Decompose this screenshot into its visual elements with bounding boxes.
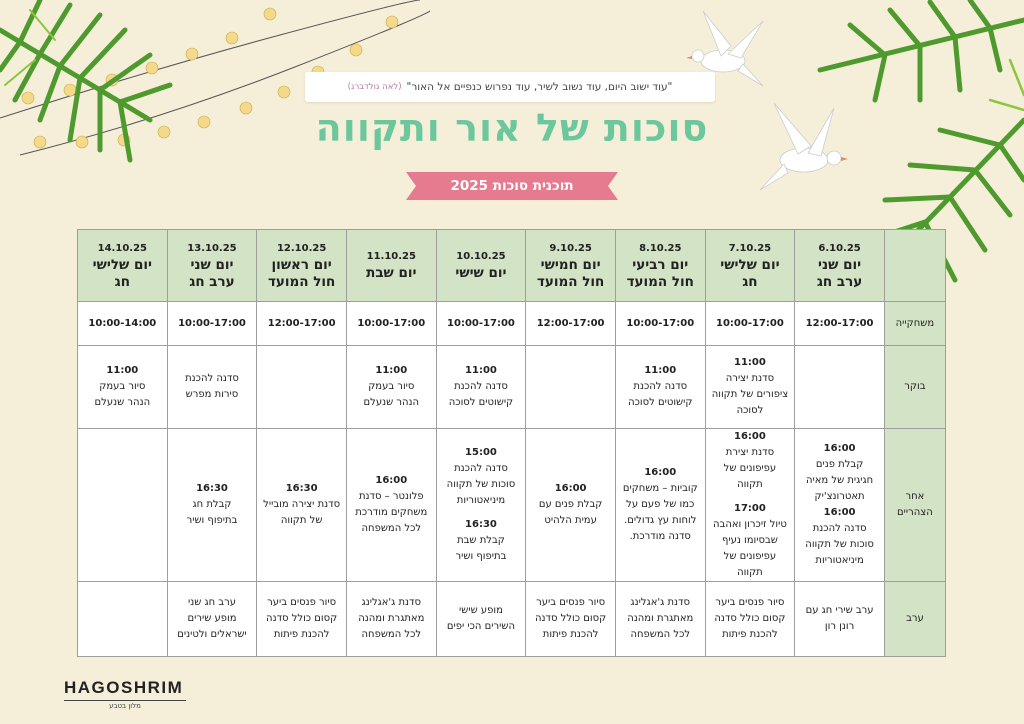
cell-line: פלונטר – סדנת: [358, 491, 424, 502]
day-sub: ערב חג: [189, 273, 235, 290]
cell-line: סירות מפרש: [185, 389, 239, 400]
day-day: יום שלישי: [92, 256, 152, 273]
cell-line: סיור בעמק: [368, 381, 415, 392]
cell-line: ערב חג שני: [187, 597, 236, 608]
cell-line: סיור פנסים ביער: [536, 597, 606, 608]
cell-line: רונן רון: [824, 621, 855, 632]
schedule-cell: [78, 582, 168, 657]
cell-line: 16:30: [465, 519, 497, 530]
day-date: 12.10.25: [276, 242, 327, 254]
day-header-7: [167, 230, 257, 302]
cell-line: 11:00: [465, 365, 497, 376]
day-header-5: [346, 230, 436, 302]
cell-line: קסום כולל סדנה: [535, 613, 607, 624]
day-day: יום חמישי: [540, 256, 601, 273]
day-date: 6.10.25: [818, 242, 861, 254]
cell-line: 10:00-17:00: [626, 317, 695, 329]
day-day: יום שישי: [455, 265, 507, 282]
cell-line: כמו של פעם על: [626, 499, 695, 510]
cell-line: בתיפוף ושיר: [455, 551, 507, 562]
day-header-0: [795, 230, 885, 302]
quote-source: (לאה גולדברג): [347, 82, 402, 92]
cell-line: סיור פנסים ביער: [267, 597, 337, 608]
cell-line: [441, 509, 522, 517]
cell-line: סדנת ג'אגלינג: [361, 597, 422, 608]
cell-line: 12:00-17:00: [805, 317, 874, 329]
schedule-cell: [615, 302, 705, 346]
schedule-cell: [526, 346, 616, 429]
cell-line: 10:00-17:00: [357, 317, 426, 329]
quote-text: "עוד ישוב היום, עוד נשוב לשיר, עוד נפרוש כנפיים אל האור": [406, 81, 673, 93]
schedule-cell: [167, 302, 257, 346]
schedule-row: [78, 429, 946, 582]
schedule-cell: [795, 302, 885, 346]
cell-line: 16:30: [196, 483, 228, 494]
schedule-cell: [526, 582, 616, 657]
cell-line: ערב שירי חג עם: [805, 605, 874, 616]
schedule-cell: [795, 582, 885, 657]
hagoshrim-logo: [64, 678, 186, 710]
cell-line: ישראלים ולטינים: [177, 629, 247, 640]
day-sub: חג: [114, 273, 130, 290]
cell-line: מיניאטוריות: [815, 555, 864, 566]
schedule-cell: [257, 582, 347, 657]
day-date: 11.10.25: [366, 251, 416, 263]
schedule-cell: [705, 346, 795, 429]
cell-line: קבלת פנים: [815, 459, 864, 470]
schedule-cell: [257, 429, 347, 582]
cell-line: של תקווה: [280, 515, 323, 526]
schedule-cell: [257, 302, 347, 346]
cell-line: קוביות – משחקים: [622, 483, 698, 494]
schedule-cell: [615, 429, 705, 582]
schedule-cell: [346, 346, 436, 429]
cell-line: סוכות של תקווה: [446, 479, 516, 490]
cell-line: 10:00-14:00: [88, 317, 157, 329]
day-date: 8.10.25: [639, 242, 682, 254]
cell-line: לכל המשפחה: [361, 629, 422, 640]
schedule-row: [78, 346, 946, 429]
cell-line: להכנת פיתות: [722, 629, 778, 640]
logo-text: HAGOSHRIM: [64, 678, 184, 697]
cell-line: 10:00-17:00: [178, 317, 246, 329]
cell-line: מופע שישי: [459, 605, 503, 616]
cell-line: סוכות של תקווה: [805, 539, 874, 550]
cell-line: להכנת פיתות: [542, 629, 599, 640]
cell-line: קישוטים לסוכה: [628, 397, 693, 408]
day-day: יום שלישי: [720, 256, 780, 273]
cell-line: לכל המשפחה: [361, 523, 422, 534]
schedule-cell: [346, 302, 436, 346]
schedule-cell: [436, 346, 526, 429]
schedule-cell: [257, 346, 347, 429]
schedule-table: [77, 229, 946, 657]
cell-line: סדנת יצירת: [725, 447, 775, 458]
day-header-6: [257, 230, 347, 302]
schedule-cell: [78, 346, 168, 429]
cell-line: קבלת חג: [192, 499, 232, 510]
quote-banner: [305, 72, 715, 102]
cell-line: 11:00: [734, 357, 766, 368]
cell-line: לכל המשפחה: [630, 629, 691, 640]
cell-line: 10:00-17:00: [447, 317, 515, 329]
schedule-cell: [795, 429, 885, 582]
day-date: 9.10.25: [549, 242, 592, 254]
cell-line: מיניאטוריות: [456, 495, 506, 506]
row-label: ערב: [884, 582, 945, 657]
schedule-header-row: [78, 230, 946, 302]
schedule-cell: [346, 582, 436, 657]
cell-line: לסוכה: [736, 405, 764, 416]
cell-line: תאטרונצ'יק: [814, 491, 865, 502]
schedule-row: [78, 302, 946, 346]
day-day: יום שבת: [366, 265, 417, 282]
logo-subtext: מלון בטבע: [64, 700, 186, 710]
schedule-cell: [436, 582, 526, 657]
cell-line: סדנה להכנת: [185, 373, 239, 384]
cell-line: קסום כולל סדנה: [714, 613, 786, 624]
cell-line: שבסיומו נעיף: [721, 535, 778, 546]
cell-line: סדנה להכנת: [812, 523, 867, 534]
schedule-cell: [705, 429, 795, 582]
schedule-row: [78, 582, 946, 657]
cell-line: 16:00: [375, 475, 408, 486]
cell-line: 15:00: [465, 447, 497, 458]
day-date: 7.10.25: [728, 242, 772, 254]
cell-line: סיור פנסים ביער: [715, 597, 785, 608]
day-sub: חול המועד: [536, 273, 605, 290]
corner-cell: [884, 230, 945, 302]
cell-line: קבלת פנים עם: [538, 499, 603, 510]
cell-line: 11:00: [644, 365, 677, 376]
cell-line: 11:00: [375, 365, 408, 376]
day-day: יום רביעי: [632, 256, 689, 273]
cell-line: עפיפונים של תקווה: [723, 463, 777, 490]
cell-line: ציפורים של תקווה: [711, 389, 789, 400]
cell-line: משחקים מודרכת: [355, 507, 428, 518]
cell-line: סדנת ג'אגלינג: [630, 597, 690, 608]
schedule-cell: [78, 429, 168, 582]
schedule-cell: [795, 346, 885, 429]
day-header-3: [526, 230, 616, 302]
day-date: 13.10.25: [187, 242, 237, 254]
page-title: סוכות של אור ותקווה: [315, 106, 709, 150]
schedule-cell: [705, 582, 795, 657]
day-sub: חג: [742, 273, 758, 290]
cell-line: 16:00: [554, 483, 587, 494]
day-date: 10.10.25: [456, 251, 506, 263]
day-header-4: [436, 230, 526, 302]
cell-line: הנהר שנעלם: [94, 397, 151, 408]
schedule-cell: [167, 346, 257, 429]
cell-line: 16:00: [734, 431, 766, 442]
cell-line: סדנה מודרכת.: [629, 531, 691, 542]
cell-line: השירים הכי יפים: [446, 621, 516, 632]
day-day: יום שני: [818, 256, 862, 273]
cell-line: סיור בעמק: [99, 381, 146, 392]
cell-line: קבלת שבת: [457, 535, 505, 546]
cell-line: מאתגרת ומהנה: [358, 613, 425, 624]
cell-line: קסום כולל סדנה: [266, 613, 338, 624]
cell-line: 11:00: [106, 365, 139, 376]
cell-line: 16:00: [823, 507, 856, 518]
schedule-cell: [346, 429, 436, 582]
cell-line: בתיפוף ושיר: [186, 515, 238, 526]
day-header-8: [78, 230, 168, 302]
cell-line: להכנת פיתות: [273, 629, 330, 640]
row-label: בוקר: [884, 346, 945, 429]
cell-line: סדנה להכנת: [454, 463, 508, 474]
cell-line: מאתגרת ומהנה: [627, 613, 694, 624]
schedule-cell: [526, 429, 616, 582]
cell-line: 16:00: [644, 467, 677, 478]
row-label: משחקייה: [884, 302, 945, 346]
cell-line: עמית הלהיט: [544, 515, 597, 526]
schedule-cell: [615, 582, 705, 657]
day-sub: חול המועד: [267, 273, 336, 290]
cell-line: 17:00: [734, 503, 766, 514]
cell-line: סדנת יצירה: [725, 373, 775, 384]
cell-line: 16:30: [285, 483, 318, 494]
cell-line: לוחות עץ גדולים.: [624, 515, 697, 526]
cell-line: 16:00: [823, 443, 856, 454]
cell-line: סדנת יצירה מובייל: [263, 499, 341, 510]
cell-line: חגיגית של מאיה: [805, 475, 874, 486]
schedule-cell: [526, 302, 616, 346]
day-date: 14.10.25: [97, 242, 147, 254]
day-sub: ערב חג: [816, 273, 863, 290]
cell-line: מופע שירים: [187, 613, 237, 624]
cell-line: 12:00-17:00: [536, 317, 605, 329]
cell-line: [710, 493, 791, 501]
schedule-cell: [436, 302, 526, 346]
cell-line: קישוטים לסוכה: [448, 397, 514, 408]
row-label: אחר הצהריים: [884, 429, 945, 582]
cell-line: 12:00-17:00: [267, 317, 336, 329]
cell-line: עפיפונים של תקווה: [723, 551, 777, 578]
schedule-cell: [78, 302, 168, 346]
schedule-cell: [615, 346, 705, 429]
cell-line: סדנה להכנת: [633, 381, 688, 392]
cell-line: סדנה להכנת: [454, 381, 508, 392]
schedule-cell: [705, 302, 795, 346]
subtitle: תוכנית סוכות 2025: [450, 178, 574, 194]
day-header-2: [615, 230, 705, 302]
day-header-1: [705, 230, 795, 302]
schedule-cell: [436, 429, 526, 582]
cell-line: טיול זיכרון ואהבה: [713, 519, 787, 530]
schedule-cell: [167, 582, 257, 657]
day-day: יום שני: [190, 256, 234, 273]
day-day: יום ראשון: [271, 256, 332, 273]
cell-line: הנהר שנעלם: [363, 397, 420, 408]
cell-line: 10:00-17:00: [716, 317, 784, 329]
day-sub: חול המועד: [626, 273, 694, 290]
schedule-cell: [167, 429, 257, 582]
